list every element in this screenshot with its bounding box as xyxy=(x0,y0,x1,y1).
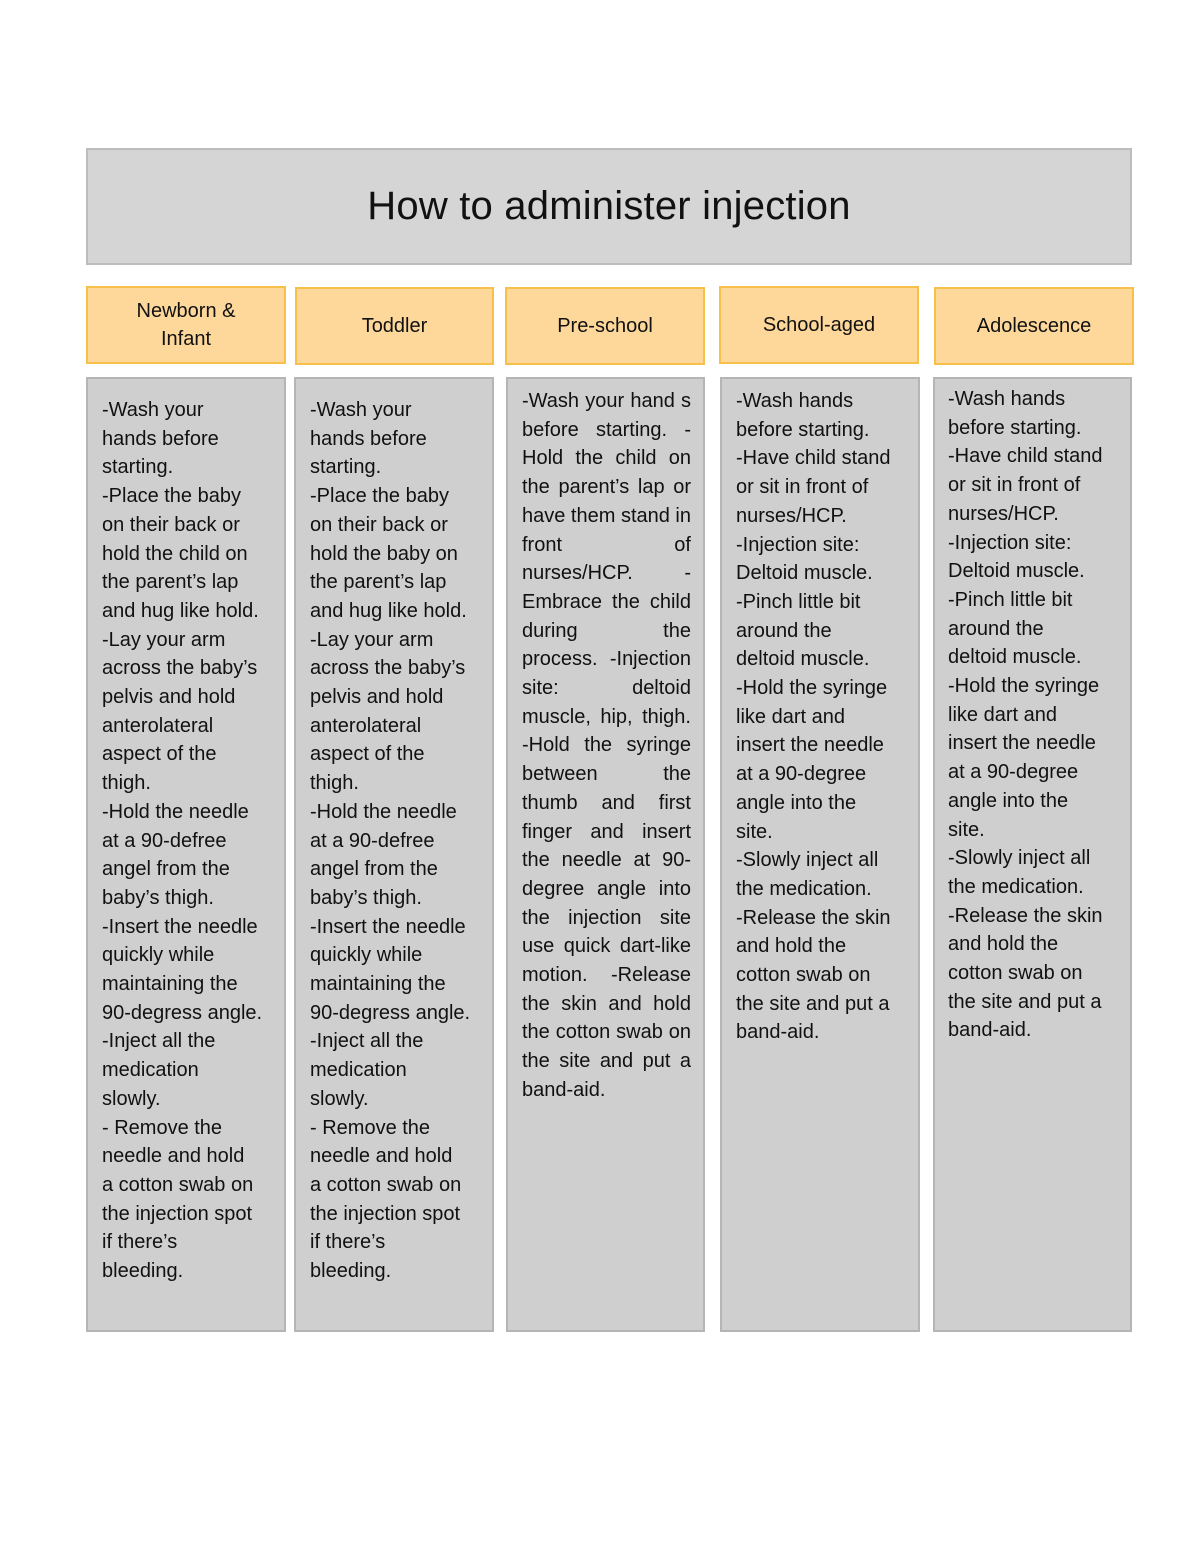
column-header-label: Newborn & Infant xyxy=(136,300,236,350)
column-header-label: Toddler xyxy=(361,315,428,337)
column-header-label: Pre-school xyxy=(557,315,653,337)
column-header-newborn-infant xyxy=(86,286,286,364)
title-banner xyxy=(86,148,1132,265)
column-body-text: -Wash hands before starting. -Have child stand or sit in front of nurses/HCP. -Injection site: Deltoid muscle. -Pinch little bit around the deltoid muscle. -Hold the syringe like dart and insert the needle at a 90-degree angle into the site. -Slowly inject all the medication. -Release the skin and hold the cotton swab on the site and put a band-aid. xyxy=(736,390,891,1044)
column-body-text: -Wash your hands before starting. -Place the baby on their back or hold the baby on the parent’s lap and hug like hold. -Lay your arm across the baby’s pelvis and hold anterolateral aspect of the thigh. -Hold the needle at a 90-defree angel from the baby’s thigh. -Insert the needle quickly while maintaining the 90-degress angle. -Inject all the medication slowly. - Remove the needle and hold a cotton swab on the injection spot if there’s bleeding. xyxy=(310,399,471,1283)
column-header-toddler xyxy=(295,287,494,365)
column-header-label: School-aged xyxy=(762,314,876,336)
column-body-adolescence xyxy=(933,377,1132,1332)
page-title: How to administer injection xyxy=(367,184,851,228)
column-body-toddler xyxy=(294,377,494,1332)
column-body-newborn-infant xyxy=(86,377,286,1332)
column-body-text: -Wash your hands before starting. -Place the baby on their back or hold the child on the parent’s lap and hug like hold. -Lay your arm across the baby’s pelvis and hold anterolateral aspect of the thigh. -Hold the needle at a 90-defree angel from the baby’s thigh. -Insert the needle quickly while maintaining the 90-degress angle. -Inject all the medication slowly. - Remove the needle and hold a cotton swab on the injection spot if there’s bleeding. xyxy=(102,399,263,1283)
column-body-text: -Wash your hand s before starting. -Hold the child on the parent’s lap or have them stand in front of nurses/HCP. -Embrace the child during the process. -Injection site: deltoid muscle, hip, thigh. -Hold the syringe between the thumb and first finger and insert the needle at 90-degree angle into the injection site use quick dart-like motion. -Release the skin and hold the cotton swab on the site and put a band-aid. xyxy=(522,390,691,1101)
column-body-text: -Wash hands before starting. -Have child stand or sit in front of nurses/HCP. -Injection site: Deltoid muscle. -Pinch little bit around the deltoid muscle. -Hold the syringe like dart and insert the needle at a 90-degree angle into the site. -Slowly inject all the medication. -Release the skin and hold the cotton swab on the site and put a band-aid. xyxy=(948,388,1103,1042)
column-header-adolescence xyxy=(934,287,1134,365)
column-header-school-aged xyxy=(719,286,919,364)
column-body-school-aged xyxy=(720,377,920,1332)
column-body-pre-school xyxy=(506,377,705,1332)
column-header-pre-school xyxy=(505,287,705,365)
column-header-label: Adolescence xyxy=(976,315,1092,337)
